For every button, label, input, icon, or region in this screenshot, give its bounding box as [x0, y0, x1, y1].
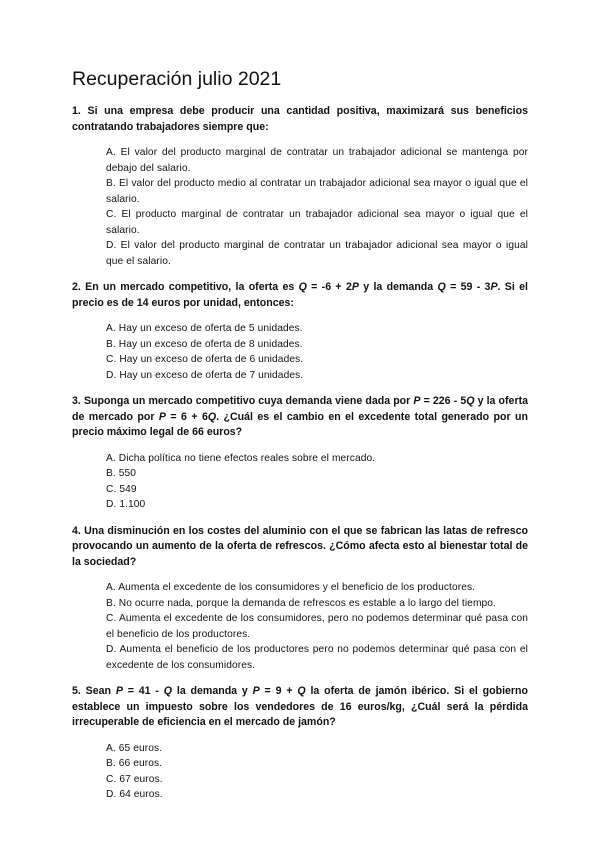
option-list — [72, 741, 528, 803]
option-list — [72, 321, 528, 383]
answer-option: D. 64 euros. — [106, 789, 163, 800]
answer-option: C. 549 — [106, 483, 137, 495]
answer-option: B. El valor del producto medio al contratar un trabajador adicional sea mayor o igual que el salario. — [106, 178, 528, 205]
answer-option: A. El valor del producto marginal de contratar un trabajador adicional se mantenga por debajo del salario. — [106, 147, 528, 174]
answer-option: C. Aumenta el excedente de los consumidores, pero no podemos determinar qué pasa con el beneficio de los productores. — [106, 613, 528, 640]
question-stem: 4. Una disminución en los costes del aluminio con el que se fabrican las latas de refresco provocando un aumento de la oferta de refrescos. ¿Cómo afecta esto al bienestar total de la sociedad? — [72, 524, 528, 568]
answer-option: B. Hay un exceso de oferta de 8 unidades. — [106, 338, 303, 350]
question-stem: 2. En un mercado competitivo, la oferta es Q = -6 + 2P y la demanda Q = 59 - 3P. Si el precio es de 14 euros por unidad, entonces: — [72, 281, 528, 309]
option-list — [72, 580, 528, 673]
answer-option: D. Aumenta el beneficio de los productores pero no podemos determinar qué pasa con el excedente de los consumidores. — [106, 644, 528, 671]
answer-option: D. Hay un exceso de oferta de 7 unidades. — [106, 369, 304, 381]
option-list — [72, 145, 528, 269]
page-title: Recuperación julio 2021 — [72, 68, 282, 90]
answer-option: C. El producto marginal de contratar un trabajador adicional sea mayor o igual que el salario. — [106, 209, 528, 236]
answer-option: C. Hay un exceso de oferta de 6 unidades. — [106, 354, 304, 365]
question-4 — [72, 524, 528, 674]
question-3 — [72, 394, 528, 513]
answer-option: B. No ocurre nada, porque la demanda de refrescos es estable a lo largo del tiempo. — [106, 597, 496, 609]
question-stem: 3. Suponga un mercado competitivo cuya demanda viene dada por P = 226 - 5Q y la oferta de mercado por P = 6 + 6Q. ¿Cuál es el cambio en el excedente total generado por un precio máximo legal de 66 euros? — [72, 395, 528, 438]
answer-option: A. Aumenta el excedente de los consumidores y el beneficio de los productores. — [106, 582, 476, 593]
exam-page — [72, 66, 528, 814]
answer-option: B. 550 — [106, 468, 137, 479]
answer-option: A. Dicha política no tiene efectos reales sobre el mercado. — [106, 452, 376, 464]
option-list — [72, 451, 528, 513]
question-2 — [72, 280, 528, 383]
answer-option: C. 67 euros. — [106, 773, 163, 785]
question-list — [72, 104, 528, 803]
question-stem: 5. Sean P = 41 - Q la demanda y P = 9 + Q la oferta de jamón ibérico. Si el gobierno establece un impuesto sobre los vendedores de 16 euros/kg, ¿Cuál será la pérdida irrecuperable de eficiencia en el mercado de jamón? — [72, 685, 528, 728]
answer-option: D. El valor del producto marginal de contratar un trabajador adicional sea mayor o igual que el salario. — [106, 240, 528, 267]
question-5 — [72, 684, 528, 803]
answer-option: B. 66 euros. — [106, 758, 163, 769]
answer-option: D. 1.100 — [106, 499, 146, 510]
question-stem: 1. Si una empresa debe producir una cantidad positiva, maximizará sus beneficios contratando trabajadores siempre que: — [72, 105, 528, 133]
question-1 — [72, 104, 528, 269]
answer-option: A. 65 euros. — [106, 742, 163, 754]
answer-option: A. Hay un exceso de oferta de 5 unidades. — [106, 323, 303, 334]
